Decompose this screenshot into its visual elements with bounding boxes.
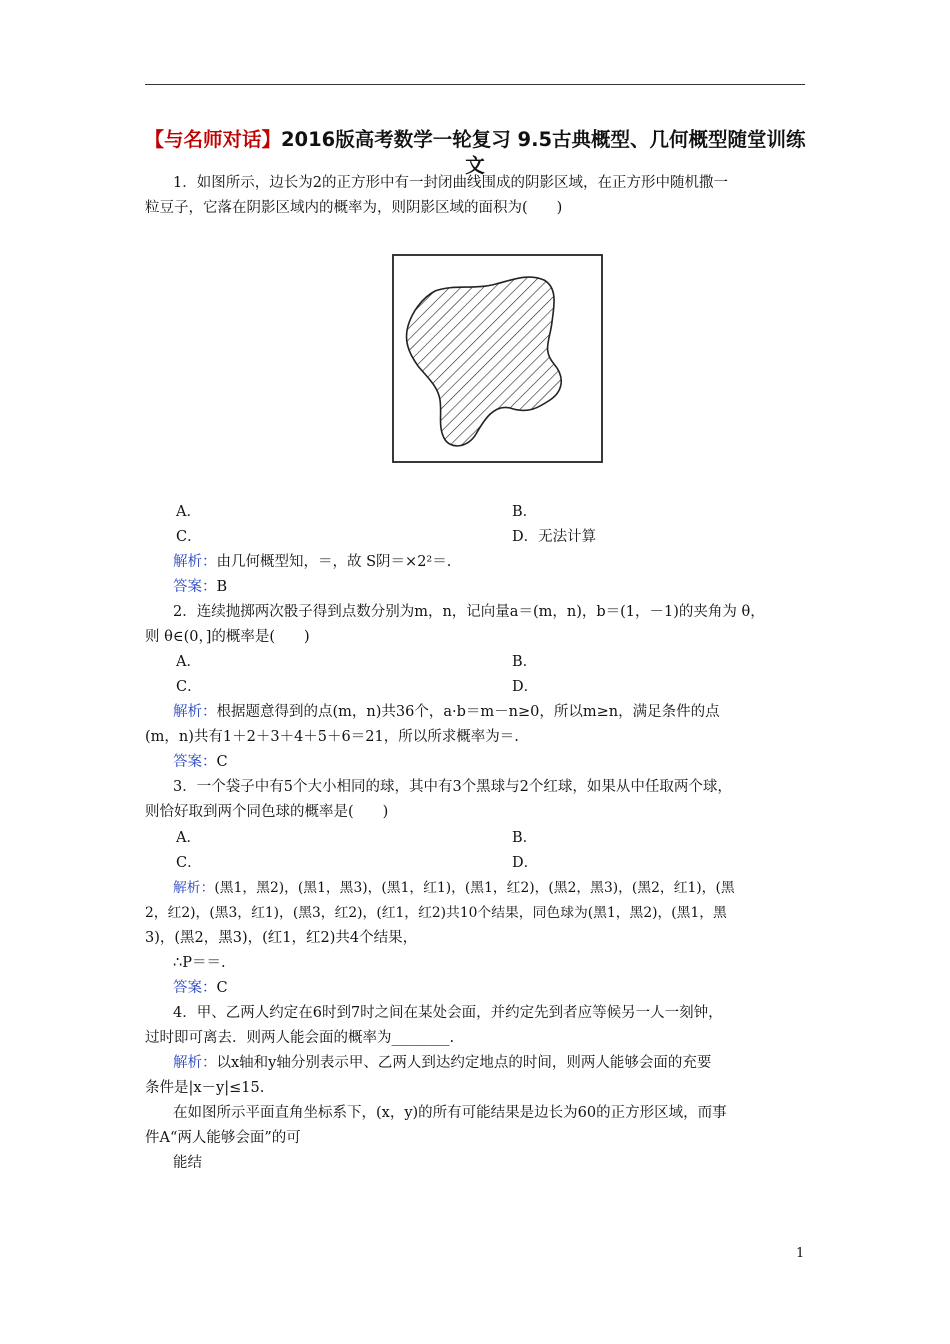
q1-answer-label: 答案： bbox=[173, 579, 217, 595]
q3-answer bbox=[173, 976, 843, 1001]
page-number: 1 bbox=[796, 1246, 805, 1261]
q4-paragraph-line2: 件A“两人能够会面”的可 bbox=[145, 1130, 301, 1146]
q2-answer-value: C bbox=[216, 754, 228, 770]
q3-stem-line1: 3．一个袋子中有5个大小相同的球，其中有3个黑球与2个红球，如果从中任取两个球， bbox=[173, 779, 732, 795]
q2-answer-label: 答案： bbox=[173, 754, 217, 770]
q3-option-c: C． bbox=[176, 855, 202, 871]
q2-analysis-line1 bbox=[173, 700, 843, 725]
q3-option-d: D． bbox=[512, 855, 539, 871]
q2-analysis-text: 根据题意得到的点(m，n)共36个，a·b＝m－n≥0，所以m≥n，满足条件的点 bbox=[216, 704, 720, 720]
q2-analysis-line2: (m，n)共有1＋2＋3＋4＋5＋6＝21，所以所求概率为＝. bbox=[145, 729, 519, 745]
title-text: 2016版高考数学一轮复习 9.5古典概型、几何概型随堂训练 文 bbox=[280, 128, 806, 177]
q1-answer-value: B bbox=[216, 579, 228, 595]
q3-analysis-line4: ∴P＝＝. bbox=[173, 955, 226, 971]
q2-stem-line1: 2．连续抛掷两次骰子得到点数分别为m，n，记向量a＝(m，n)，b＝(1，－1)的夹角为 θ， bbox=[173, 604, 765, 620]
q4-paragraph-line3: 能结 bbox=[173, 1155, 202, 1171]
q4-stem-line2: 过时即可离去．则两人能会面的概率为________. bbox=[145, 1030, 455, 1046]
q1-option-d: D．无法计算 bbox=[512, 529, 597, 545]
q2-option-a: A． bbox=[176, 654, 201, 670]
q2-option-b: B． bbox=[512, 654, 538, 670]
shaded-region-figure bbox=[392, 254, 604, 464]
q1-stem-line2: 粒豆子，它落在阴影区域内的概率为，则阴影区域的面积为( ) bbox=[145, 200, 563, 216]
q2-stem-line2: 则 θ∈(0，]的概率是( ) bbox=[145, 629, 310, 645]
q2-option-d: D． bbox=[512, 679, 539, 695]
q1-option-b: B． bbox=[512, 504, 538, 520]
q2-answer bbox=[173, 750, 843, 775]
q1-analysis-label: 解析： bbox=[173, 554, 217, 570]
q3-analysis-line3: 3)，(黑2，黑3)，(红1，红2)共4个结果， bbox=[145, 930, 418, 946]
q3-analysis-line1 bbox=[173, 876, 843, 901]
q1-option-c: C． bbox=[176, 529, 202, 545]
header-rule bbox=[145, 84, 805, 85]
q3-analysis-text: (黑1，黑2)，(黑1，黑3)，(黑1，红1)，(黑1，红2)，(黑2，黑3)，(黑2，红1)，(黑 bbox=[214, 880, 735, 896]
q3-answer-label: 答案： bbox=[173, 980, 217, 996]
q4-paragraph-line1: 在如图所示平面直角坐标系下，(x，y)的所有可能结果是边长为60的正方形区域，而事 bbox=[173, 1105, 727, 1121]
q2-option-c: C． bbox=[176, 679, 202, 695]
title-bracket: 【与名师对话】 bbox=[144, 128, 281, 151]
q3-analysis-label: 解析： bbox=[173, 880, 215, 896]
q3-stem-line2: 则恰好取到两个同色球的概率是( ) bbox=[145, 804, 389, 820]
q4-analysis-line2: 条件是|x－y|≤15. bbox=[145, 1080, 265, 1096]
q1-answer bbox=[173, 575, 843, 600]
q2-analysis-label: 解析： bbox=[173, 704, 217, 720]
q3-option-a: A． bbox=[176, 830, 201, 846]
q3-option-b: B． bbox=[512, 830, 538, 846]
q1-stem-line1: 1．如图所示，边长为2的正方形中有一封闭曲线围成的阴影区域，在正方形中随机撒一 bbox=[173, 175, 728, 191]
q3-answer-value: C bbox=[216, 980, 228, 996]
q1-analysis-text: 由几何概型知，＝，故 S阴＝×2²＝. bbox=[216, 554, 452, 570]
q4-analysis-label: 解析： bbox=[173, 1055, 217, 1071]
q4-analysis-text: 以x轴和y轴分别表示甲、乙两人到达约定地点的时间，则两人能够会面的充要 bbox=[216, 1055, 712, 1071]
q3-analysis-line2: 2，红2)，(黑3，红1)，(黑3，红2)，(红1，红2)共10个结果，同色球为(黑1，黑2)，(黑1，黑 bbox=[145, 905, 727, 921]
shaded-closed-curve bbox=[406, 277, 561, 446]
q1-analysis bbox=[173, 550, 843, 575]
q1-option-a: A． bbox=[176, 504, 201, 520]
q4-stem-line1: 4．甲、乙两人约定在6时到7时之间在某处会面，并约定先到者应等候另一人一刻钟， bbox=[173, 1005, 723, 1021]
q4-analysis-line1 bbox=[173, 1051, 843, 1076]
